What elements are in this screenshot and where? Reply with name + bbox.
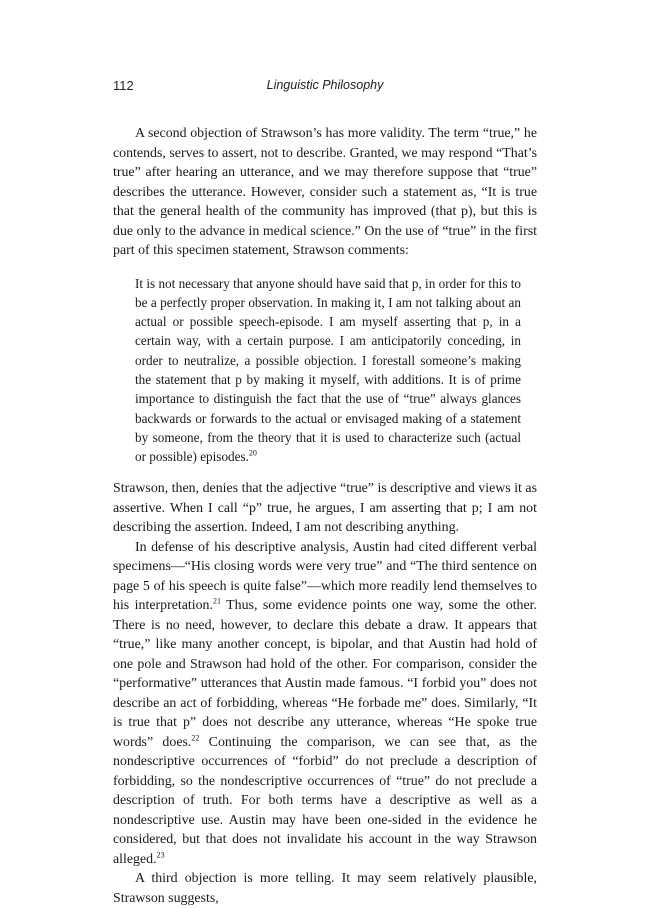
footnote-ref-21: 21: [212, 596, 221, 606]
paragraph: A second objection of Strawson’s has more validity. The term “true,” he contends, serves to assert, not to describe. Granted, we may respond “That’s true” after hearing an utterance, and we may therefore suppose that “true” describes the utterance. However, consider such a statement as, “It is true that the general health of the community has improved (that p), but this is due only to the advance in medical science.” On the use of “true” in the first part of this specimen statement, Strawson comments:: [113, 126, 537, 258]
paragraph-part: Thus, some evidence points one way, some the other. There is no need, however, to declare this debate a draw. It appears that “true,” like many another concept, is bipolar, and that Austin had hold of one pole and Strawson had hold of the other. For comparison, consider the “performative” utterances that Austin made famous. “I forbid you” does not describe an act of forbidding, whereas “He forbade me” does. Similarly, “It is true that p” does not describe any utterance, whereas “He spoke true words” does.: [113, 598, 537, 750]
paragraph: Strawson, then, denies that the adjective “true” is descriptive and views it as assertive. When I call “p” true, he argues, I am asserting that p; I am not describing the assertion. Indeed, I am not describing anything.: [113, 481, 537, 536]
body-text: [113, 124, 537, 908]
paragraph-part: Continuing the comparison, we can see that, as the nondescriptive occurrences of “forbid” do not preclude a description of forbidding, so the nondescriptive occurrences of “true” do not preclude a description of truth. For both terms have a descriptive as well as a nondescriptive use. Austin may have been one-sided in the evidence he considered, but that does not invalidate his account in the way Strawson alleged.: [113, 734, 537, 867]
footnote-ref-22: 22: [191, 733, 200, 743]
quote-text: It is not necessary that anyone should have said that p, in order for this to be a perfectly proper observation. In making it, I am not talking about an actual or possible speech-episode. I am myself asserting that p, in a certain way, with a certain purpose. I am anticipatorily conceding, in order to neutralize, a possible objection. I forestall someone’s making the statement that p by making it myself, with additions. It is of prime importance to distinguish the fact that the use of “true” always glances backwards or forwards to the actual or envisaged making of a statement by someone, from the theory that it is used to characterize such (actual or possible) episodes.: [135, 275, 522, 465]
footnote-ref-23: 23: [156, 850, 165, 860]
paragraph-part: In defense of his descriptive analysis, Austin had cited different verbal specimens—“His closing words were very true” and “The third sentence on page 5 of his speech is quite false”—which more readily lend themselves to his interpretation.: [113, 539, 537, 614]
running-title: Linguistic Philosophy: [266, 78, 384, 92]
paragraph: A third objection is more telling. It may seem relatively plausible, Strawson suggests,: [113, 871, 537, 906]
paragraph: [113, 538, 537, 870]
page-number: 112: [113, 78, 134, 93]
page-header: [113, 78, 537, 98]
footnote-ref-20: 20: [248, 448, 257, 458]
block-quote: [135, 274, 521, 467]
